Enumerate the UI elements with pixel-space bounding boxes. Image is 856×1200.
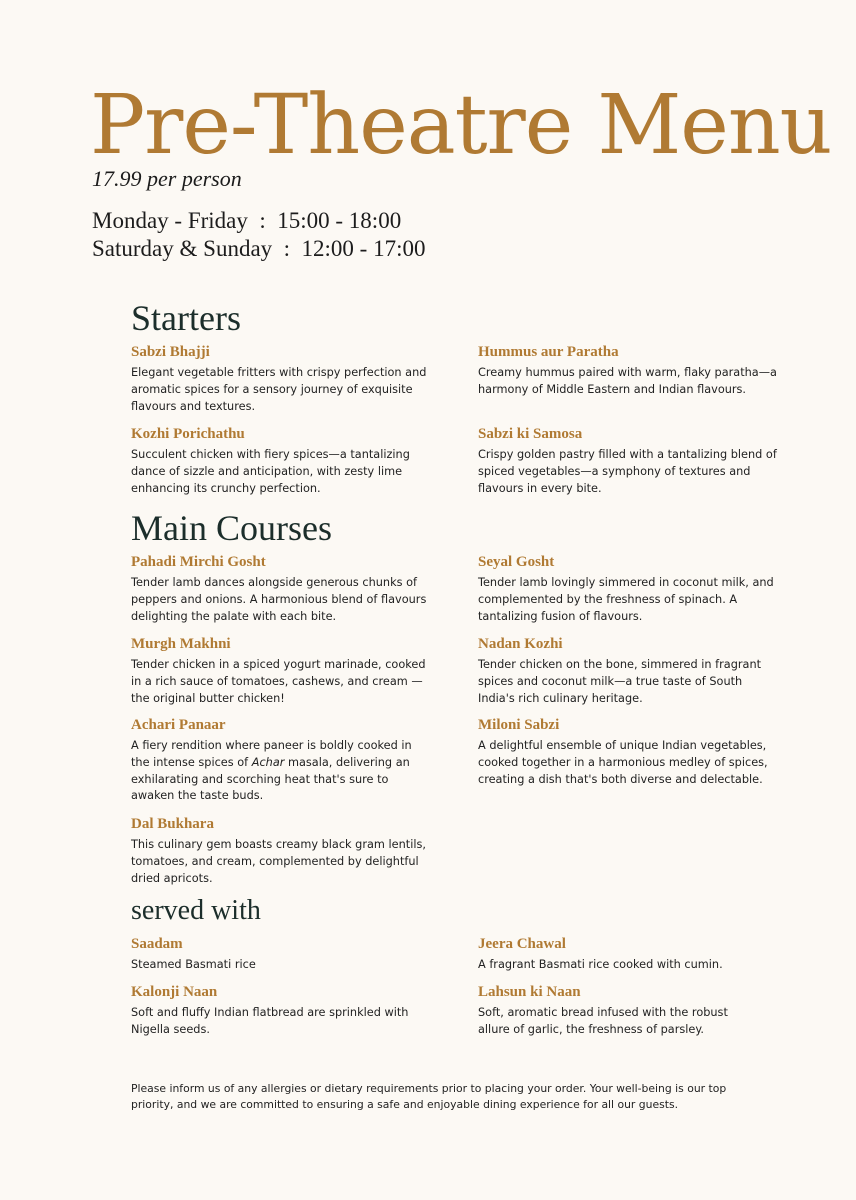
menu-item-name: Pahadi Mirchi Gosht: [131, 554, 266, 570]
menu-item-description: Soft and fluffy Indian flatbread are sprinkled with Nigella seeds.: [131, 1006, 409, 1036]
menu-item-name: Hummus aur Paratha: [478, 344, 619, 360]
menu-item-name: Murgh Makhni: [131, 636, 231, 652]
menu-item-name: Miloni Sabzi: [478, 717, 560, 733]
menu-item: [131, 983, 421, 1039]
menu-item-description: Tender lamb lovingly simmered in coconut milk, and complemented by the freshness of spinach. A tantalizing fusion of flavours.: [478, 576, 774, 623]
menu-item-description: Creamy hummus paired with warm, flaky paratha—a harmony of Middle Eastern and Indian flavours.: [478, 366, 777, 396]
menu-item: [131, 815, 431, 887]
hours-weekday: Monday - Friday : 15:00 - 18:00: [92, 208, 402, 233]
menu-item-description: Tender chicken in a spiced yogurt marinade, cooked in a rich sauce of tomatoes, cashews, and cream — the original butter chicken!: [131, 658, 426, 705]
menu-item-description: Crispy golden pastry filled with a tantalizing blend of spiced vegetables—a symphony of textures and flavours in every bite.: [478, 448, 777, 495]
menu-item: [131, 343, 431, 415]
menu-item-description: A fiery rendition where paneer is boldly cooked in the intense spices of Achar masala, delivering an exhilarating and scorching heat that's sure to awaken the taste buds.: [131, 739, 412, 803]
menu-item-name: Seyal Gosht: [478, 554, 555, 570]
menu-item: [478, 983, 763, 1039]
menu-item-name: Achari Panaar: [131, 717, 226, 733]
main-courses-heading: Main Courses: [131, 508, 332, 548]
achar-emphasis: Achar: [251, 755, 285, 769]
menu-title: Pre-Theatre Menu: [90, 78, 832, 173]
menu-item-description: Tender lamb dances alongside generous chunks of peppers and onions. A harmonious blend of flavours delighting the palate with each bite.: [131, 576, 427, 623]
menu-item: [478, 425, 778, 497]
menu-item-description: Steamed Basmati rice: [131, 958, 256, 971]
menu-item: [478, 553, 778, 625]
menu-item-name: Kozhi Porichathu: [131, 426, 245, 442]
starters-heading: Starters: [131, 298, 241, 338]
hours-weekend: Saturday & Sunday : 12:00 - 17:00: [92, 236, 426, 261]
menu-item: [131, 716, 431, 805]
menu-item-name: Dal Bukhara: [131, 816, 214, 832]
menu-item-name: Jeera Chawal: [478, 936, 566, 952]
menu-item: [131, 553, 431, 625]
menu-item: [478, 935, 748, 974]
menu-item-name: Saadam: [131, 936, 183, 952]
menu-item: [131, 935, 431, 974]
menu-item-name: Nadan Kozhi: [478, 636, 563, 652]
allergy-notice: Please inform us of any allergies or dietary requirements prior to placing your order. Your well-being is our top priority, and we are committed to ensuring a safe and enjoyable dining experience for all our guests.: [131, 1082, 727, 1111]
menu-item-description: This culinary gem boasts creamy black gram lentils, tomatoes, and cream, complemented by delightful dried apricots.: [131, 838, 426, 885]
menu-item: [478, 716, 778, 788]
menu-item-name: Sabzi ki Samosa: [478, 426, 583, 442]
menu-item-name: Lahsun ki Naan: [478, 984, 581, 1000]
menu-item-description: Soft, aromatic bread infused with the robust allure of garlic, the freshness of parsley.: [478, 1006, 728, 1036]
menu-item: [478, 635, 778, 707]
menu-item: [131, 635, 431, 707]
menu-item-name: Kalonji Naan: [131, 984, 218, 1000]
opening-hours: [92, 207, 425, 263]
price-per-person: 17.99 per person: [92, 166, 242, 191]
menu-item-description: A delightful ensemble of unique Indian vegetables, cooked together in a harmonious medley of spices, creating a dish that's both diverse and delectable.: [478, 739, 768, 786]
menu-item: [131, 425, 431, 497]
menu-item: [478, 343, 778, 399]
menu-item-description: Succulent chicken with fiery spices—a tantalizing dance of sizzle and anticipation, with zesty lime enhancing its crunchy perfection.: [131, 448, 410, 495]
menu-item-description: Elegant vegetable fritters with crispy perfection and aromatic spices for a sensory journey of exquisite flavours and textures.: [131, 366, 427, 413]
menu-item-description: Tender chicken on the bone, simmered in fragrant spices and coconut milk—a true taste of South India's rich culinary heritage.: [478, 658, 762, 705]
served-with-heading: served with: [131, 895, 261, 926]
menu-item-name: Sabzi Bhajji: [131, 344, 210, 360]
menu-item-description: A fragrant Basmati rice cooked with cumin.: [478, 958, 723, 971]
